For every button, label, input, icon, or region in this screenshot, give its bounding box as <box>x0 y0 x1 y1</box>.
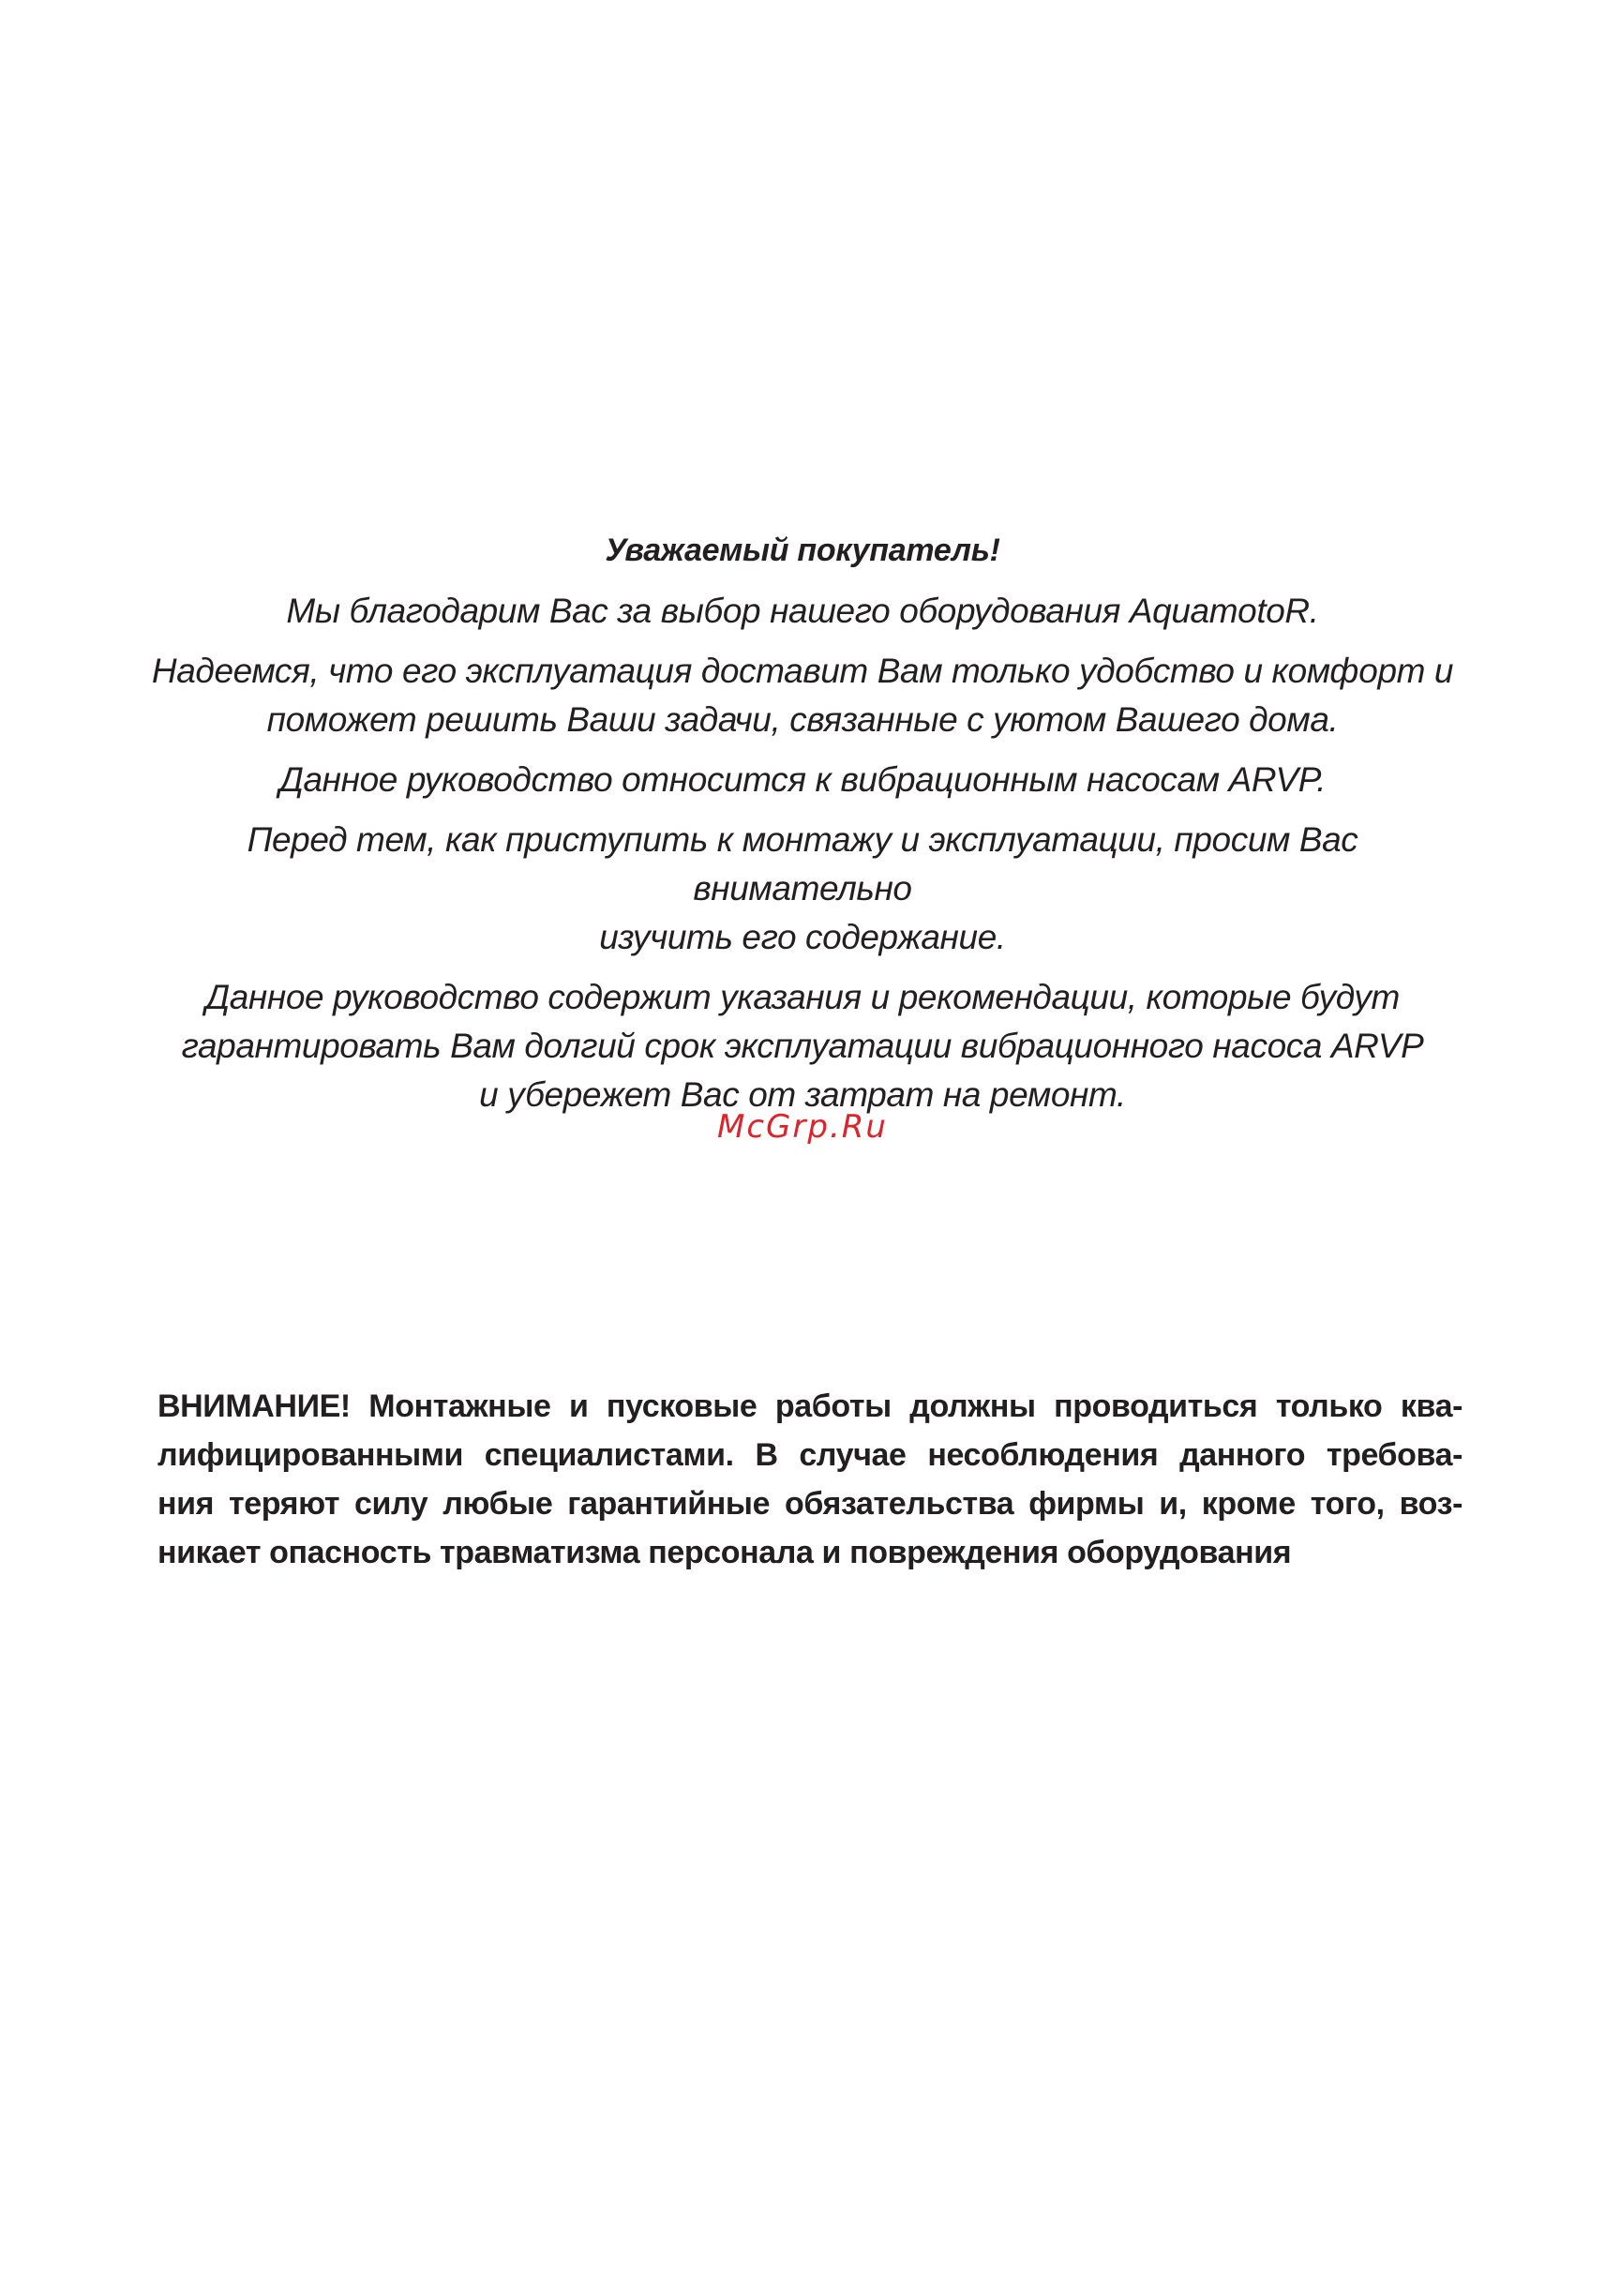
read-paragraph <box>141 816 1464 962</box>
watermark-text: McGrp.Ru <box>717 1108 888 1146</box>
warning-line-2: лифицированными специалистами. В случае несоблюдения данного требова- <box>158 1437 1462 1473</box>
greeting-title: Уважаемый покупатель! <box>605 533 1000 568</box>
greeting-block <box>141 529 1464 1131</box>
scope-line: Данное руководство относится к вибрационным насосам ARVP. <box>278 760 1327 799</box>
thanks-paragraph <box>141 587 1464 636</box>
scope-paragraph <box>141 756 1464 804</box>
warning-block <box>158 1382 1462 1577</box>
guarantee-paragraph <box>141 973 1464 1119</box>
warning-line-4: никает опасность травматизма персонала и повреждения оборудования <box>158 1535 1292 1570</box>
guarantee-line-1: Данное руководство содержит указания и рекомендации, которые будут <box>205 978 1400 1016</box>
warning-line-1: ВНИМАНИЕ! Монтажные и пусковые работы должны проводиться только ква- <box>158 1388 1462 1424</box>
thanks-line: Мы благодарим Вас за выбор нашего оборудования AquamotoR. <box>286 592 1319 630</box>
read-line-2: изучить его содержание. <box>599 918 1006 956</box>
guarantee-line-2: гарантировать Вам долгий срок эксплуатации вибрационного насоса ARVP <box>181 1027 1424 1065</box>
warning-line-3: ния теряют силу любые гарантийные обязательства фирмы и, кроме того, воз- <box>158 1486 1462 1522</box>
hope-line-1: Надеемся, что его эксплуатация доставит Вам только удобство и комфорт и <box>151 652 1454 690</box>
hope-line-2: поможет решить Ваши задачи, связанные с уютом Вашего дома. <box>266 700 1339 739</box>
hope-paragraph <box>141 647 1464 744</box>
read-line-1: Перед тем, как приступить к монтажу и эксплуатации, просим Вас внимательно <box>247 820 1358 908</box>
guarantee-line-3: и убережет Вас от затрат на ремонт. <box>479 1075 1126 1114</box>
